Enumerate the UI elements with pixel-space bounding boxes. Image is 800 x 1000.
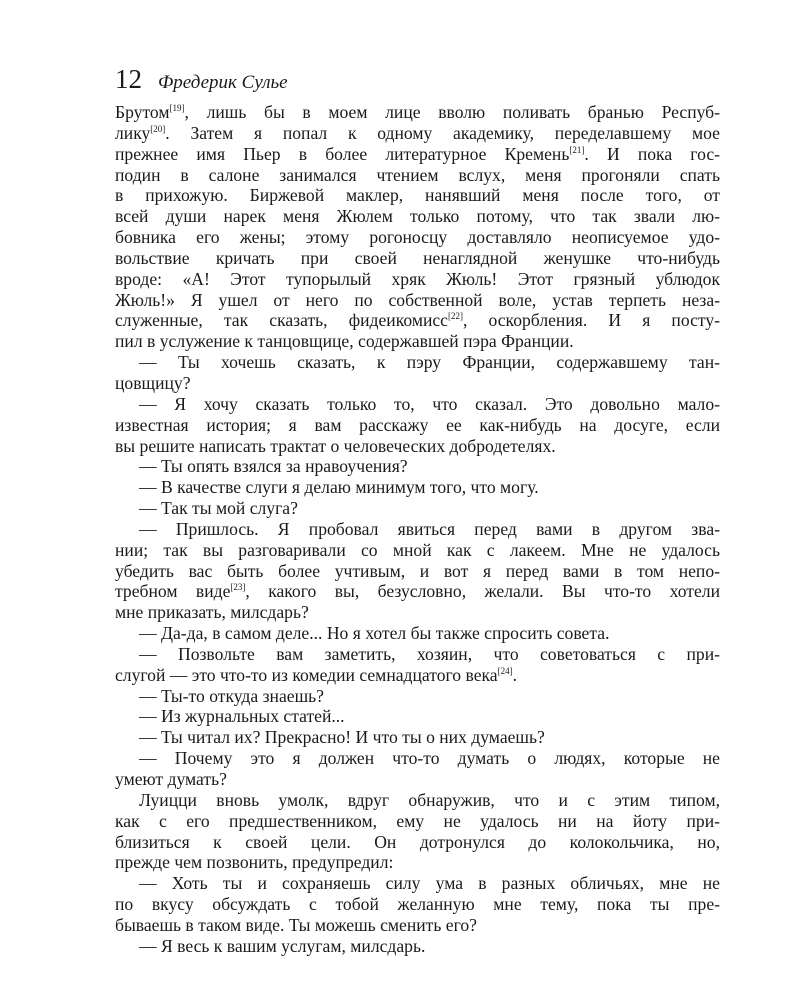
text-run: бовника его жены; этому рогоносцу доставляло неописуемое удо-: [115, 227, 720, 248]
text-line: [115, 373, 720, 394]
text-line: [115, 706, 720, 727]
text-run: вольствие кричать при своей ненаглядной женушке что-нибудь: [115, 247, 720, 268]
text-run: — Почему это я должен что-то думать о людях, которые не: [139, 748, 720, 769]
text-line: [115, 352, 720, 373]
text-run: — Хоть ты и сохраняешь силу ума в разных обличьях, мне не: [139, 873, 720, 894]
text-run: по вкусу обсуждать с тобой желанную мне тему, пока ты пре-: [115, 894, 720, 915]
text-line: [115, 748, 720, 769]
text-line: [115, 310, 720, 331]
text-run: близиться к своей цели. Он дотронулся до колокольчика, но,: [115, 831, 720, 852]
text-run: вы решите написать трактат о человеческих добродетелях.: [115, 435, 556, 456]
text-run: — Пришлось. Я пробовал явиться перед вами в другом зва-: [139, 518, 720, 539]
text-run: . Затем я попал к одному академику, переделавшему мое: [165, 122, 720, 143]
text-line: [115, 727, 720, 748]
text-run: известная история; я вам расскажу ее как-нибудь на досуге, если: [115, 414, 720, 435]
text-run: — В качестве слуги я делаю минимум того, что могу.: [139, 477, 539, 498]
text-line: [115, 665, 720, 686]
text-line: [115, 936, 720, 957]
text-run: нии; так вы разговаривали со мной как с лакеем. Мне не удалось: [115, 539, 720, 560]
text-run: , какого вы, безусловно, желали. Вы что-то хотели: [245, 581, 720, 602]
paragraph: [115, 727, 720, 748]
footnote-ref: [21]: [569, 144, 585, 155]
text-run: лику: [115, 122, 151, 143]
body-text: [115, 102, 720, 957]
running-header: [115, 66, 288, 94]
text-line: [115, 165, 720, 186]
text-line: [115, 415, 720, 436]
text-run: бываешь в таком виде. Ты можешь сменить его?: [115, 914, 477, 935]
paragraph: [115, 748, 720, 790]
text-line: [115, 873, 720, 894]
text-run: — Позвольте вам заметить, хозяин, что советоваться с при-: [139, 643, 720, 664]
text-line: [115, 581, 720, 602]
text-run: всей души нарек меня Жюлем только потому, что так звали лю-: [115, 206, 720, 227]
text-run: пил в услужение к танцовщице, содержавшей пэра Франции.: [115, 331, 574, 352]
text-line: [115, 852, 720, 873]
text-run: подин в салоне занимался чтением вслух, меня прогоняли спать: [115, 164, 720, 185]
text-run: , лишь бы в моем лице вволю поливать бранью Респуб-: [184, 102, 720, 122]
text-run: мне приказать, милсдарь?: [115, 602, 309, 623]
text-run: умеют думать?: [115, 769, 227, 789]
paragraph: [115, 790, 720, 873]
text-line: [115, 686, 720, 707]
text-run: Жюль!» Я ушел от него по собственной воле, устав терпеть неза-: [115, 289, 720, 310]
text-line: [115, 915, 720, 936]
text-line: [115, 623, 720, 644]
text-run: — Из журнальных статей...: [139, 706, 345, 727]
text-line: [115, 769, 720, 790]
text-run: — Ты хочешь сказать, к пэру Франции, содержавшему тан-: [139, 352, 720, 373]
paragraph: [115, 519, 720, 623]
text-run: служенные, так сказать, фидеикомисс: [115, 310, 448, 331]
paragraph: [115, 686, 720, 707]
text-line: [115, 144, 720, 165]
text-run: , оскорбления. И я посту-: [462, 310, 720, 331]
text-line: [115, 832, 720, 853]
text-run: — Я хочу сказать только то, что сказал. Это довольно мало-: [139, 393, 720, 414]
text-line: [115, 123, 720, 144]
text-line: [115, 790, 720, 811]
text-run: вроде: «А! Этот тупорылый хряк Жюль! Этот грязный ублюдок: [115, 268, 720, 289]
text-run: Брутом: [115, 102, 170, 122]
text-line: [115, 331, 720, 352]
paragraph: [115, 706, 720, 727]
text-run: — Так ты мой слуга?: [139, 498, 298, 519]
text-line: [115, 498, 720, 519]
text-line: [115, 269, 720, 290]
text-run: прежнее имя Пьер в более литературное Кремень: [115, 143, 570, 164]
text-run: . И пока гос-: [584, 143, 720, 164]
text-run: слугой — это что-то из комедии семнадцатого века: [115, 664, 498, 685]
text-line: [115, 602, 720, 623]
footnote-ref: [24]: [497, 665, 513, 676]
text-run: — Я весь к вашим услугам, милсдарь.: [139, 935, 426, 956]
text-line: [115, 644, 720, 665]
text-run: требном виде: [115, 581, 231, 602]
text-line: [115, 436, 720, 457]
text-run: прежде чем позвонить, предупредил:: [115, 852, 394, 873]
text-run: — Да-да, в самом деле... Но я хотел бы также спросить совета.: [139, 623, 610, 644]
paragraph: [115, 498, 720, 519]
text-run: убедить вас быть более учтивым, и вот я перед вами в том непо-: [115, 560, 720, 581]
text-line: [115, 811, 720, 832]
footnote-ref: [20]: [150, 123, 166, 134]
text-line: [115, 394, 720, 415]
author-name: Фредерик Сулье: [158, 72, 288, 93]
text-run: — Ты опять взялся за нравоучения?: [139, 456, 408, 477]
text-line: [115, 519, 720, 540]
paragraph: [115, 644, 720, 686]
text-run: Луицци вновь умолк, вдруг обнаружив, что и с этим типом,: [139, 789, 720, 810]
text-line: [115, 248, 720, 269]
footnote-ref: [23]: [230, 582, 246, 593]
paragraph: [115, 477, 720, 498]
text-line: [115, 894, 720, 915]
paragraph: [115, 102, 720, 352]
paragraph: [115, 936, 720, 957]
text-run: — Ты читал их? Прекрасно! И что ты о них думаешь?: [139, 727, 545, 748]
text-run: в прихожую. Биржевой маклер, нанявший меня после того, от: [115, 185, 720, 206]
footnote-ref: [19]: [169, 103, 185, 113]
text-run: .: [512, 664, 518, 685]
paragraph: [115, 873, 720, 936]
text-line: [115, 227, 720, 248]
text-line: [115, 290, 720, 311]
text-run: цовщицу?: [115, 372, 191, 393]
paragraph: [115, 623, 720, 644]
paragraph: [115, 456, 720, 477]
paragraph: [115, 394, 720, 457]
paragraph: [115, 352, 720, 394]
text-line: [115, 561, 720, 582]
text-line: [115, 477, 720, 498]
text-run: — Ты-то откуда знаешь?: [139, 685, 324, 706]
text-line: [115, 206, 720, 227]
footnote-ref: [22]: [447, 311, 463, 322]
text-line: [115, 102, 720, 123]
text-line: [115, 185, 720, 206]
text-line: [115, 456, 720, 477]
text-run: как с его предшественником, ему не удалось ни на йоту при-: [115, 810, 720, 831]
text-line: [115, 540, 720, 561]
page-number: 12: [115, 64, 142, 94]
